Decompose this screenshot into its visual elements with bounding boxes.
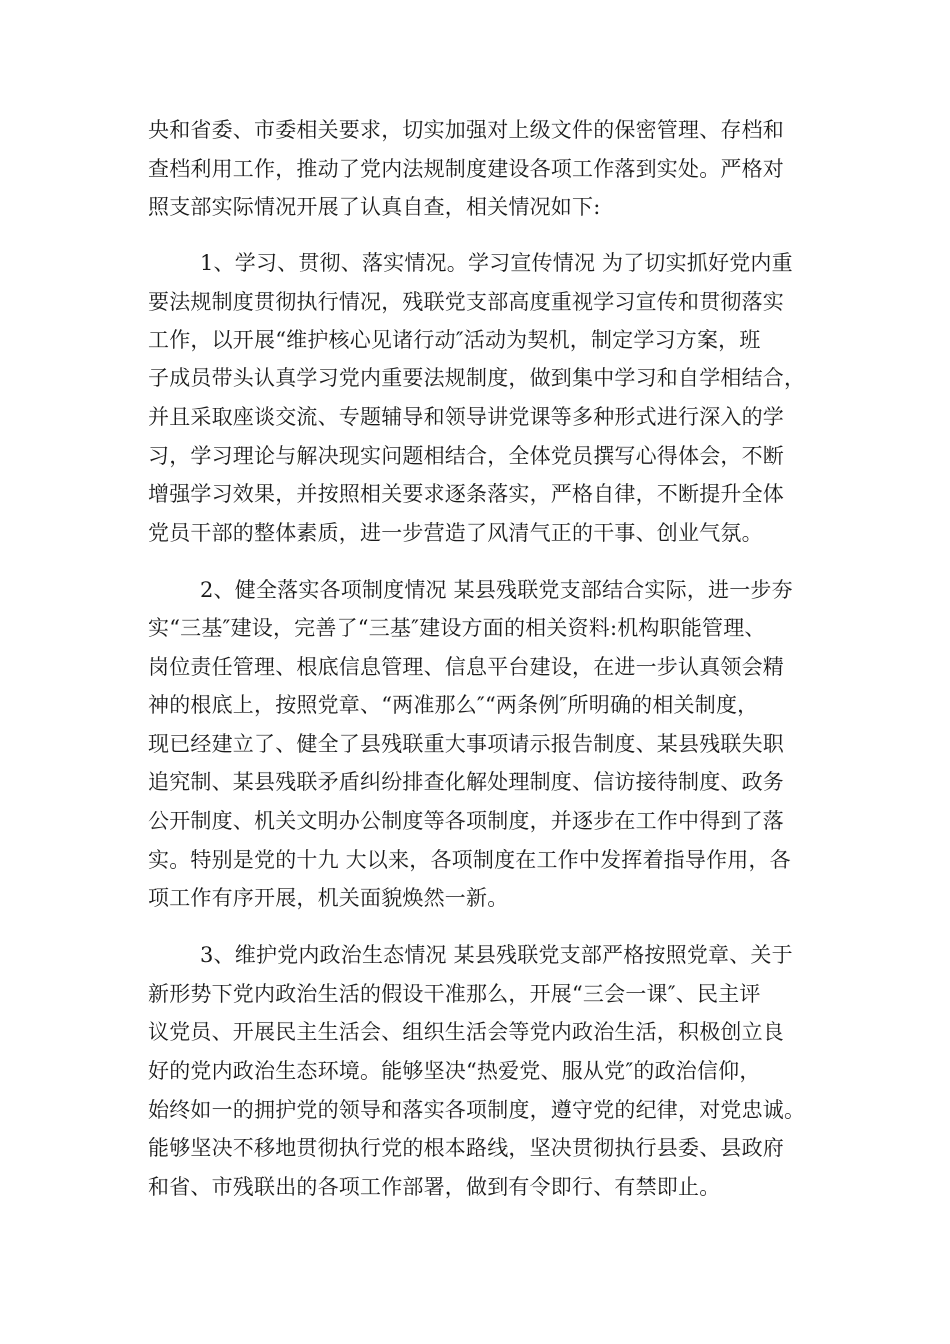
text-line: 党员干部的整体素质，进一步营造了风清气正的干事、创业气氛。 [148,521,763,545]
text-line: 神的根底上，按照党章、“两准那么″“两条例″所明确的相关制度， [148,693,759,717]
text-line: 1、学习、贯彻、落实情况。学习宣传情况 为了切实抓好党内重 [200,251,793,275]
text-line: 子成员带头认真学习党内重要法规制度，做到集中学习和自学相结合， [148,366,806,390]
text-line: 照支部实际情况开展了认真自查，相关情况如下: [148,195,601,219]
text-line: 增强学习效果，并按照相关要求逐条落实，严格自律，不断提升全体 [148,482,784,506]
text-line: 始终如一的拥护党的领导和落实各项制度，遵守党的纪律，对党忠诚。 [148,1098,806,1122]
text-line: 岗位责任管理、根底信息管理、信息平台建设，在进一步认真领会精 [148,655,784,679]
text-line: 议党员、开展民主生活会、组织生活会等党内政治生活，积极创立良 [148,1020,784,1044]
text-line: 习，学习理论与解决现实问题相结合，全体党员撰写心得体会，不断 [148,444,784,468]
text-line: 现已经建立了、健全了县残联重大事项请示报告制度、某县残联失职 [148,732,784,756]
text-line: 并且采取座谈交流、专题辅导和领导讲党课等多种形式进行深入的学 [148,405,784,429]
text-line: 好的党内政治生态环境。能够坚决“热爱党、服从党″的政治信仰， [148,1059,761,1083]
text-line: 工作，以开展“维护核心见诸行动″活动为契机，制定学习方案，班 [148,328,761,352]
text-line: 3、维护党内政治生态情况 某县残联党支部严格按照党章、关于 [200,943,793,967]
text-line: 和省、市残联出的各项工作部署，做到有令即行、有禁即止。 [148,1175,721,1199]
text-line: 2、健全落实各项制度情况 某县残联党支部结合实际，进一步夯 [200,578,793,602]
text-line: 央和省委、市委相关要求，切实加强对上级文件的保密管理、存档和 [148,118,784,142]
text-line: 能够坚决不移地贯彻执行党的根本路线，坚决贯彻执行县委、县政府 [148,1136,784,1160]
text-line: 新形势下党内政治生活的假设干准那么，开展“三会一课″、民主评 [148,982,761,1006]
text-line: 追究制、某县残联矛盾纠纷排查化解处理制度、信访接待制度、政务 [148,770,784,794]
text-line: 查档利用工作，推动了党内法规制度建设各项工作落到实处。严格对 [148,157,784,181]
text-line: 实。特别是党的十九 大以来，各项制度在工作中发挥着指导作用，各 [148,848,791,872]
text-line: 要法规制度贯彻执行情况，残联党支部高度重视学习宣传和贯彻落实 [148,290,784,314]
text-line: 实“三基″建设，完善了“三基″建设方面的相关资料:机构职能管理、 [148,616,766,640]
text-line: 项工作有序开展，机关面貌焕然一新。 [148,886,509,910]
text-line: 公开制度、机关文明办公制度等各项制度，并逐步在工作中得到了落 [148,809,784,833]
